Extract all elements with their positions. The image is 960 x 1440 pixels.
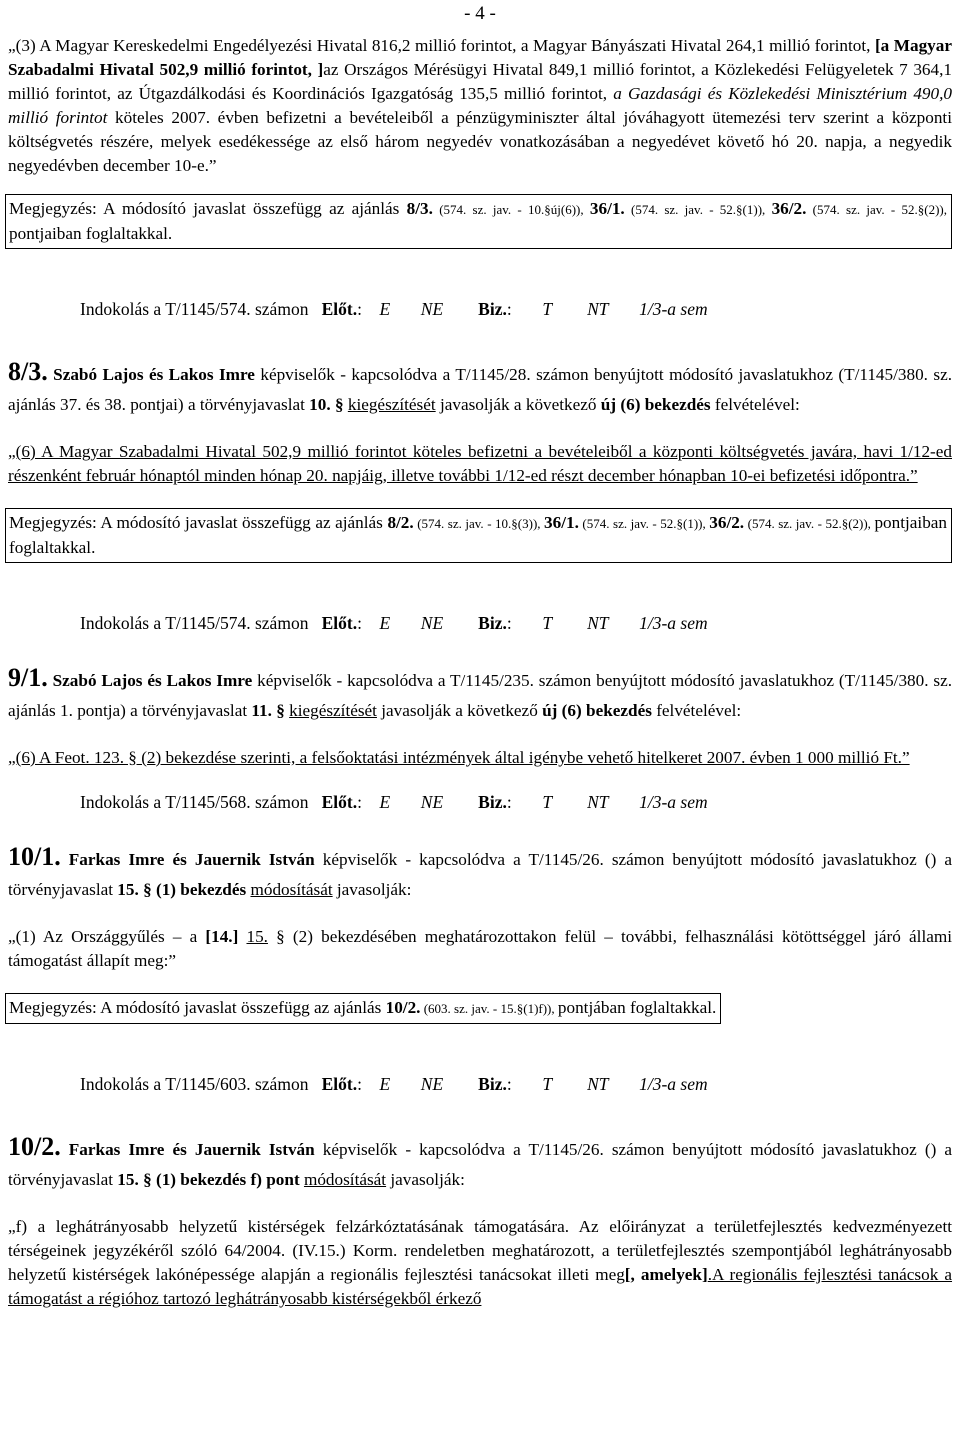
paragraph-3: „(3) A Magyar Kereskedelmi Engedélyezési Hivatal 816,2 millió forintot, a Magyar Bányászati Hivatal 264,1 millió forintot, [a Magyar Szabadalmi Hivatal 502,9 millió forintot, ]az Országos Mérésügyi Hivatal 849,1 millió forintot, a Közlekedési Felügyeletek 7 364,1 millió forintot, az Útgazdálkodási és Koordinációs Igazgatóság 135,5 millió forintot, a Gazdasági és Közlekedési Minisztérium 490,0 millió forintot köteles 2007. évben befizetni a bevételeiből a pénzügyminiszter által jóváhagyott ütemezési terv szerint a központi költségvetés részére, melyek esedékessége az első három negyedév vonatkozásában a negyedévet követő hó 20. napja, a negyedik negyedévben december 10-e.” <box>8 36 953 175</box>
note-box-1: Megjegyzés: A módosító javaslat összefügg az ajánlás 8/3. (574. sz. jav. - 10.§új(6)), 36/1. (574. sz. jav. - 52.§(1)), 36/2. (574. sz. jav. - 52.§(2)), pontjaiban foglaltakkal. <box>5 194 952 249</box>
indoklas-row-1: Indokolás a T/1145/574. számon Előt. : E NE Biz. : T NT 1/3-a sem <box>80 299 708 319</box>
amendment-10-1: 10/1. Farkas Imre és Jauernik István képviselők - kapcsolódva a T/1145/26. számon benyújtott módosító javaslatukhoz () a törvényjavaslat 15. § (1) bekezdés módosítását javasolják: <box>8 842 952 899</box>
quote-8-3: „(6) A Magyar Szabadalmi Hivatal 502,9 millió forintot köteles befizetni a bevételeiből a központi költségvetés javára, havi 1/12-ed részenként február hónaptól minden hónap 20. napjáig, illetve további 1/12-ed részt december hónapban 10-ei befizetési időpontra.” <box>8 442 952 485</box>
indoklas-row-4: Indokolás a T/1145/603. számon Előt. : E NE Biz. : T NT 1/3-a sem <box>80 1074 708 1094</box>
page-number: - 4 - <box>464 3 496 24</box>
quote-9-1: „(6) A Feot. 123. § (2) bekezdése szerinti, a felsőoktatási intézmények által igénybe vehető hitelkeret 2007. évben 1 000 millió Ft.” <box>8 748 910 767</box>
amendment-8-3: 8/3. Szabó Lajos és Lakos Imre képviselők - kapcsolódva a T/1145/28. számon benyújtott módosító javaslatukhoz (T/1145/380. sz. ajánlás 37. és 38. pontjai) a törvényjavaslat 10. § kiegészítését javasolják a következő új (6) bekezdés felvételével: <box>8 357 952 414</box>
quote-10-2: „f) a leghátrányosabb helyzetű kistérségek felzárkóztatásának támogatására. Az előirányzat a területfejlesztés kedvezményezett térségeinek jegyzékéről szóló 64/2004. (IV.15.) Korm. rendeletben meghatározott, a területfejlesztés szempontjából leghátrányosabb helyzetű kistérségek lakónépessége alapján a regionális fejlesztési tanácsokat illeti meg[, amelyek].A regionális fejlesztési tanácsok a támogatást a régióhoz tartozó leghátrányosabb kistérségekből érkező <box>8 1217 953 1308</box>
note-box-2: Megjegyzés: A módosító javaslat összefügg az ajánlás 8/2. (574. sz. jav. - 10.§(3)), 36/1. (574. sz. jav. - 52.§(1)), 36/2. (574. sz. jav. - 52.§(2)), pontjaiban foglaltakkal. <box>5 508 952 563</box>
document-body <box>8 34 952 1311</box>
amendment-9-1: 9/1. Szabó Lajos és Lakos Imre képviselők - kapcsolódva a T/1145/235. számon benyújtott módosító javaslatukhoz (T/1145/380. sz. ajánlás 1. pontja) a törvényjavaslat 11. § kiegészítését javasolják a következő új (6) bekezdés felvételével: <box>8 663 953 720</box>
quote-10-1: „(1) Az Országgyűlés – a [14.] 15. § (2) bekezdésében meghatározottakon felül – további, felhasználási kötöttséggel járó állami támogatást állapít meg:” <box>8 927 952 970</box>
indoklas-row-2: Indokolás a T/1145/574. számon Előt. : E NE Biz. : T NT 1/3-a sem <box>80 613 708 633</box>
amendment-10-2: 10/2. Farkas Imre és Jauernik István képviselők - kapcsolódva a T/1145/26. számon benyújtott módosító javaslatukhoz () a törvényjavaslat 15. § (1) bekezdés f) pont módosítását javasolják: <box>8 1132 952 1189</box>
note-box-3: Megjegyzés: A módosító javaslat összefügg az ajánlás 10/2. (603. sz. jav. - 15.§(1)f)), pontjában foglaltakkal. <box>5 993 721 1024</box>
indoklas-row-3: Indokolás a T/1145/568. számon Előt. : E NE Biz. : T NT 1/3-a sem <box>80 792 708 812</box>
